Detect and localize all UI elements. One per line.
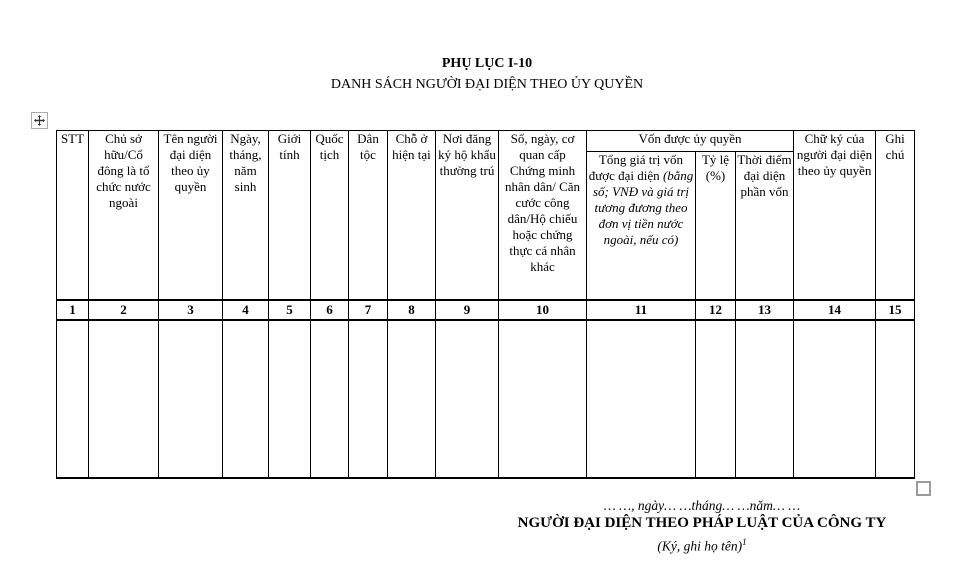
data-cell-col2[interactable] bbox=[89, 320, 159, 478]
data-cell-col12[interactable] bbox=[696, 320, 736, 478]
data-cell-col5[interactable] bbox=[269, 320, 311, 478]
data-cell-col8[interactable] bbox=[388, 320, 436, 478]
signature-date-line: … …, ngày… …tháng… …năm… … bbox=[603, 498, 801, 513]
column-header-current-residence: Chỗ ở hiện tại bbox=[388, 131, 436, 300]
column-number-9: 9 bbox=[436, 300, 499, 320]
document-title: DANH SÁCH NGƯỜI ĐẠI DIỆN THEO ỦY QUYỀN bbox=[330, 77, 644, 92]
column-header-ethnicity: Dân tộc bbox=[349, 131, 388, 300]
appendix-title: PHỤ LỤC I-10 bbox=[441, 56, 533, 71]
column-number-4: 4 bbox=[223, 300, 269, 320]
data-cell-col3[interactable] bbox=[159, 320, 223, 478]
column-number-2: 2 bbox=[89, 300, 159, 320]
four-way-arrow-icon bbox=[34, 115, 45, 126]
column-header-permanent-residence: Nơi đăng ký hộ khẩu thường trú bbox=[436, 131, 499, 300]
column-header-stt: STT bbox=[57, 131, 89, 300]
data-cell-col7[interactable] bbox=[349, 320, 388, 478]
column-number-1: 1 bbox=[57, 300, 89, 320]
column-header-nationality: Quốc tịch bbox=[311, 131, 349, 300]
column-header-rep-time: Thời điểm đại diện phần vốn bbox=[736, 152, 794, 300]
sign-note-text: (Ký, ghi họ tên) bbox=[657, 538, 743, 554]
column-number-15: 15 bbox=[876, 300, 915, 320]
data-cell-col11[interactable] bbox=[587, 320, 696, 478]
column-header-id-info: Số, ngày, cơ quan cấp Chứng minh nhân dân/ Căn cước công dân/Hộ chiếu hoặc chứng thực cá nhân khác bbox=[499, 131, 587, 300]
column-header-capital-value bbox=[587, 152, 696, 300]
data-cell-col4[interactable] bbox=[223, 320, 269, 478]
column-header-dob: Ngày, tháng, năm sinh bbox=[223, 131, 269, 300]
capital-value-note: (bằng số; VNĐ và giá trị tương đương theo đơn vị tiền nước ngoài, nếu có) bbox=[592, 168, 694, 247]
column-number-14: 14 bbox=[794, 300, 876, 320]
table-move-handle-icon[interactable] bbox=[31, 112, 48, 129]
column-header-owner-org: Chủ sở hữu/Cổ đông là tổ chức nước ngoài bbox=[89, 131, 159, 300]
column-header-ratio: Tỷ lệ (%) bbox=[696, 152, 736, 300]
data-cell-col6[interactable] bbox=[311, 320, 349, 478]
table-resize-handle[interactable] bbox=[916, 481, 931, 496]
data-cell-col13[interactable] bbox=[736, 320, 794, 478]
column-number-11: 11 bbox=[587, 300, 696, 320]
column-group-authorized-capital: Vốn được ủy quyền bbox=[587, 131, 794, 152]
data-cell-col10[interactable] bbox=[499, 320, 587, 478]
column-number-8: 8 bbox=[388, 300, 436, 320]
column-number-10: 10 bbox=[499, 300, 587, 320]
data-cell-col14[interactable] bbox=[794, 320, 876, 478]
data-cell-col15[interactable] bbox=[876, 320, 915, 478]
column-number-5: 5 bbox=[269, 300, 311, 320]
signer-title: NGƯỜI ĐẠI DIỆN THEO PHÁP LUẬT CỦA CÔNG TY bbox=[517, 515, 887, 531]
column-header-rep-name: Tên người đại diện theo ủy quyền bbox=[159, 131, 223, 300]
footnote-reference: 1 bbox=[742, 537, 747, 547]
column-number-7: 7 bbox=[349, 300, 388, 320]
column-header-notes: Ghi chú bbox=[876, 131, 915, 300]
column-number-3: 3 bbox=[159, 300, 223, 320]
data-cell-col1[interactable] bbox=[57, 320, 89, 478]
signature-block bbox=[467, 497, 937, 556]
document-title-block bbox=[0, 53, 974, 95]
column-header-signature: Chữ ký của người đại diện theo ủy quyền bbox=[794, 131, 876, 300]
data-cell-col9[interactable] bbox=[436, 320, 499, 478]
column-header-gender: Giới tính bbox=[269, 131, 311, 300]
capital-value-label: Tổng giá trị vốn được đại diện bbox=[588, 152, 684, 183]
column-number-6: 6 bbox=[311, 300, 349, 320]
column-number-13: 13 bbox=[736, 300, 794, 320]
representatives-table bbox=[56, 130, 915, 479]
column-number-12: 12 bbox=[696, 300, 736, 320]
signature-instruction bbox=[467, 533, 937, 556]
